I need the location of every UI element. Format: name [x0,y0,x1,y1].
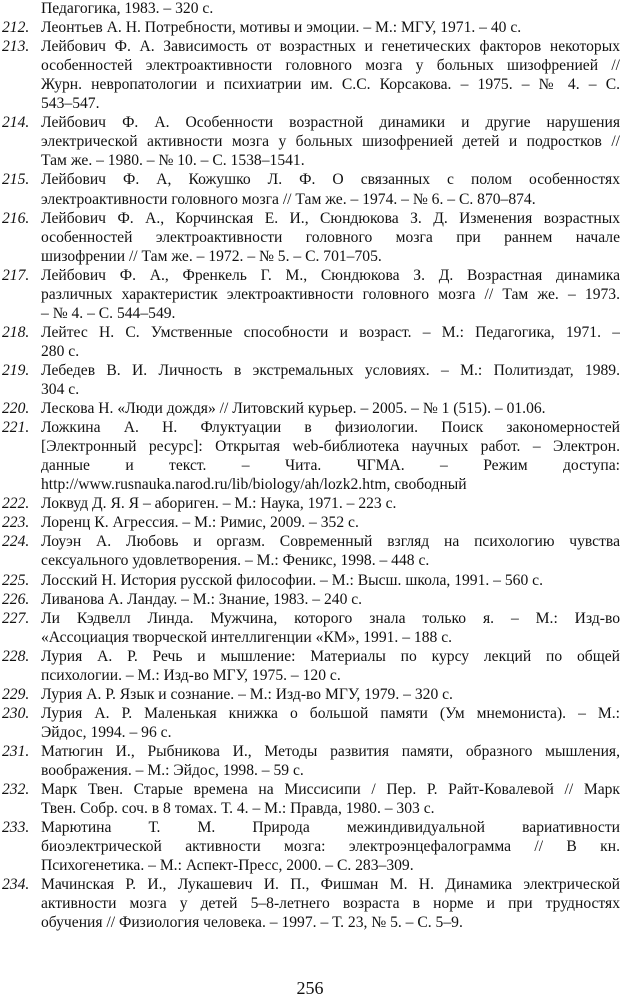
entry-number: 229. [2,685,30,703]
entry-number: 224. [2,533,30,551]
entry-text: шизофрении // Там же. – 1972. – № 5. – С. 701–705. [41,247,382,265]
entry-number: 226. [2,590,30,608]
entry-text: Лейбович Ф. А., Корчинская Е. И., Сюндюкова З. Д. Изменения возрастных [41,209,620,227]
entry-text: Лурия А. Р. Речь и мышление: Материалы по курсу лекций по общей [41,647,620,665]
entry-text: Лебедев В. И. Личность в экстремальных условиях. – М.: Политиздат, 1989. [41,361,620,379]
entry-number: 230. [2,704,30,722]
entry-number: 228. [2,647,30,665]
entry-number: 225. [2,571,30,589]
page-number: 256 [296,978,324,998]
entry-text: особенностей электроактивности головного мозга при раннем начале [41,228,620,246]
entry-text: Лейбович Ф. А., Френкель Г. М., Сюндюкова З. Д. Возрастная динамика [41,266,620,284]
entry-text: активности мозга у детей 5–8-летнего возраста в норме и при трудностях [41,895,620,913]
entry-text: различных характеристик электроактивности головного мозга // Там же. – 1973. [41,285,620,303]
entry-number: 223. [2,514,30,532]
entry-text: Психогенетика. – М.: Аспект-Пресс, 2000. – С. 283–309. [41,857,414,875]
entry-number: 213. [2,38,30,56]
entry-text: Матюгин И., Рыбникова И., Методы развития памяти, образного мышления, [41,742,620,760]
entry-text: Лескова Н. «Люди дождя» // Литовский курьер. – 2005. – № 1 (515). – 01.06. [41,400,546,418]
entry-text: сексуального удовлетворения. – М.: Феникс, 1998. – 448 с. [41,552,430,570]
entry-number: 219. [2,361,30,379]
entry-text: особенностей электроактивности головного мозга у больных шизофренией // [41,57,620,75]
entry-text: Там же. – 1980. – № 10. – С. 1538–1541. [41,152,305,170]
entry-number: 231. [2,742,30,760]
entry-text: Марк Твен. Старые времена на Миссисипи / Пер. Р. Райт-Ковалевой // Марк [41,781,620,799]
entry-text: 543–547. [41,95,100,113]
entry-number: 220. [2,400,30,418]
entry-number: 234. [2,876,30,894]
entry-text: Лейтес Н. С. Умственные способности и возраст. – М.: Педагогика, 1971. – [41,323,620,341]
entry-text: Твен. Собр. соч. в 8 томах. Т. 4. – М.: Правда, 1980. – 303 с. [41,800,435,818]
entry-text: Локвуд Д. Я. Я – абориген. – М.: Наука, 1971. – 223 с. [41,495,397,513]
entry-text: Лейбович Ф. А. Особенности возрастной динамики и другие нарушения [41,114,620,132]
entry-number: 217. [2,266,30,284]
entry-text: данные и текст. – Чита. ЧГМА. – Режим доступа: [41,457,620,475]
entry-text: Марютина Т. М. Природа межиндивидуальной вариативности [41,819,620,837]
entry-number: 232. [2,781,30,799]
entry-text: Мачинская Р. И., Лукашевич И. П., Фишман М. Н. Динамика электрической [41,876,620,894]
entry-text: воображения. – М.: Эйдос, 1998. – 59 с. [41,762,304,779]
entry-text: Ливанова А. Ландау. – М.: Знание, 1983. – 240 с. [41,590,363,608]
entry-text: психологии. – М.: Изд-во МГУ, 1975. – 120 с. [41,666,341,684]
entry-text: – № 4. – С. 544–549. [41,304,176,322]
entry-text: Лосский Н. История русской философии. – М.: Высш. школа, 1991. – 560 с. [41,571,543,589]
entry-number: 221. [2,419,30,437]
entry-text: Лоуэн А. Любовь и оргазм. Современный взгляд на психологию чувства [41,533,620,551]
entry-text: Леонтьев А. Н. Потребности, мотивы и эмоции. – М.: МГУ, 1971. – 40 с. [41,19,522,37]
entry-text: http://www.rusnauka.narod.ru/lib/biology/ah/lozk2.htm, свободный [41,476,467,494]
entry-number: 233. [2,819,30,837]
entry-text: биоэлектрической активности мозга: электроэнцефалограмма // В кн. [41,838,620,856]
entry-text: [Электронный ресурс]: Открытая web-библиотека научных работ. – Электрон. [41,438,620,456]
entry-text: Журн. невропатологии и психиатрии им. С.С. Корсакова. – 1975. – № 4. – С. [41,76,620,94]
entry-number: 227. [2,609,30,627]
entry-text: «Ассоциация творческой интеллигенции «КМ», 1991. – 188 с. [41,628,453,646]
entry-number: 212. [2,19,30,37]
entry-text: Лурия А. Р. Язык и сознание. – М.: Изд-во МГУ, 1979. – 320 с. [41,685,453,703]
entry-number: 216. [2,209,30,227]
entry-number: 218. [2,323,30,341]
entry-text: Лоренц К. Агрессия. – М.: Римис, 2009. – 352 с. [41,514,359,532]
entry-text: 280 с. [41,342,80,360]
entry-number: 215. [2,171,30,189]
entry-text: Ложкина А. Н. Флуктуации в физиологии. Поиск закономерностей [41,419,620,437]
entry-text: Лурия А. Р. Маленькая книжка о большой памяти (Ум мнемониста). – М.: [41,704,620,722]
entry-number: 214. [2,114,30,132]
entry-text: 304 с. [41,381,80,398]
entry-text: обучения // Физиология человека. – 1997. – Т. 23, № 5. – С. 5–9. [41,914,463,932]
entry-text: Педагогика, 1983. – 320 с. [41,0,214,17]
entry-number: 222. [2,495,30,513]
entry-text: Лейбович Ф. А, Кожушко Л. Ф. О связанных с полом особенностях [41,171,620,189]
entry-text: Ли Кэдвелл Линда. Мужчина, которого знала только я. – М.: Изд-во [41,609,620,627]
entry-text: Эйдос, 1994. – 96 с. [41,723,172,741]
entry-text: электроактивности головного мозга // Там же. – 1974. – № 6. – С. 870–874. [41,190,536,208]
entry-text: Лейбович Ф. А. Зависимость от возрастных и генетических факторов некоторых [41,38,620,56]
entry-text: электрической активности мозга у больных шизофренией детей и подростков // [41,133,620,151]
